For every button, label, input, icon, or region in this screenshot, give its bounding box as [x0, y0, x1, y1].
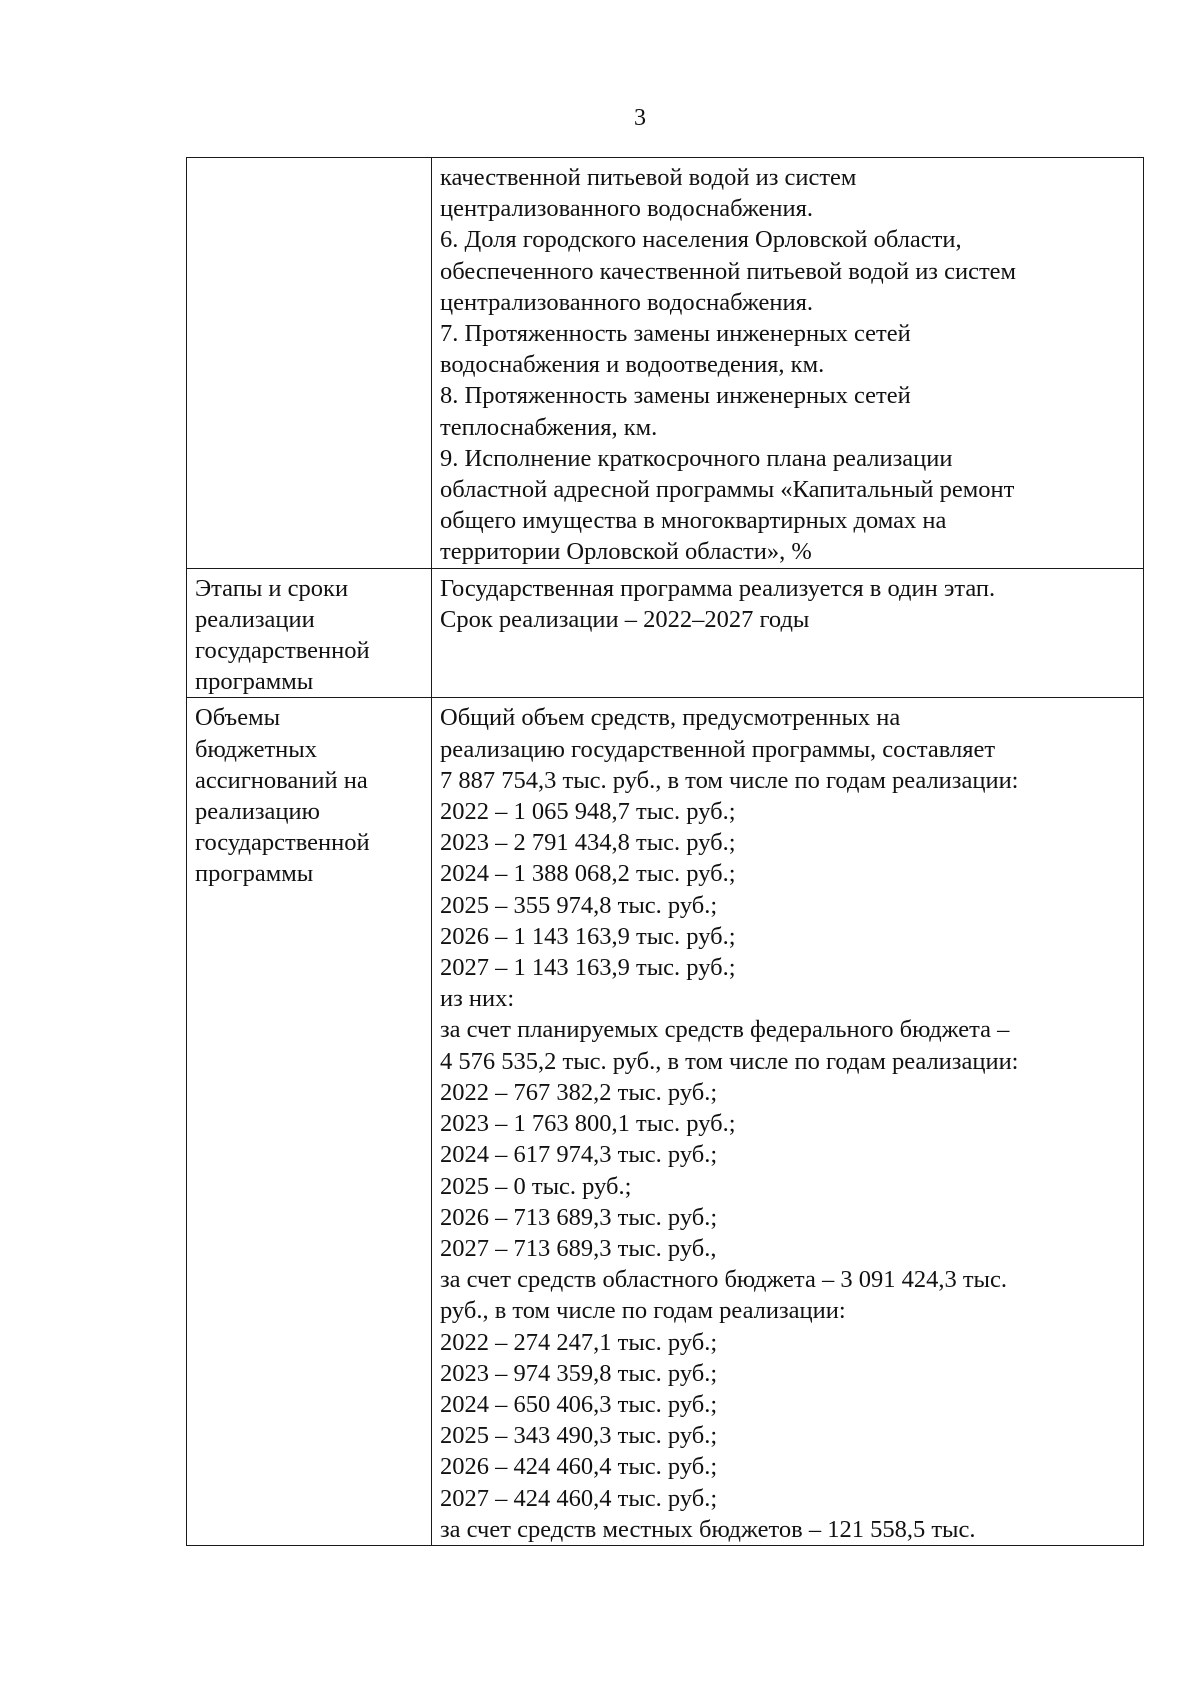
text-line: централизованного водоснабжения.	[440, 288, 814, 316]
text-line: Объемы	[195, 704, 281, 732]
text-line: 2023 – 1 763 800,1 тыс. руб.;	[440, 1110, 736, 1138]
text-line: 2026 – 1 143 163,9 тыс. руб.;	[440, 922, 736, 950]
text-line: руб., в том числе по годам реализации:	[440, 1297, 846, 1325]
text-line: общего имущества в многоквартирных домах на	[440, 507, 947, 535]
text-line: программы	[195, 668, 314, 696]
text-line: 2025 – 343 490,3 тыс. руб.;	[440, 1422, 718, 1450]
page-number: 3	[634, 105, 646, 131]
text-line: за счет планируемых средств федерального бюджета –	[440, 1016, 1010, 1044]
text-line: Общий объем средств, предусмотренных на	[440, 704, 901, 732]
text-line: теплоснабжения, км.	[440, 413, 658, 441]
text-line: 9. Исполнение краткосрочного плана реализации	[440, 444, 953, 472]
text-line: программы	[195, 860, 314, 888]
program-passport-table	[186, 157, 1144, 1546]
text-line: 2027 – 713 689,3 тыс. руб.,	[440, 1234, 717, 1262]
text-line: 2027 – 1 143 163,9 тыс. руб.;	[440, 954, 736, 982]
text-line: 4 576 535,2 тыс. руб., в том числе по годам реализации:	[440, 1047, 1019, 1075]
text-line: 2023 – 2 791 434,8 тыс. руб.;	[440, 829, 736, 857]
budget-content-cell	[432, 698, 1144, 1545]
text-line: 2026 – 713 689,3 тыс. руб.;	[440, 1203, 718, 1231]
text-line: Срок реализации – 2022–2027 годы	[440, 605, 810, 633]
text-line: территории Орловской области», %	[440, 538, 812, 566]
text-line: 2024 – 650 406,3 тыс. руб.;	[440, 1390, 718, 1418]
text-line: областной адресной программы «Капитальный ремонт	[440, 476, 1015, 504]
table-row-stages	[187, 568, 1144, 698]
text-line: 2027 – 424 460,4 тыс. руб.;	[440, 1484, 718, 1512]
text-line: 2022 – 1 065 948,7 тыс. руб.;	[440, 798, 736, 826]
indicators-label-cell	[187, 158, 432, 569]
text-line: 7. Протяженность замены инженерных сетей	[440, 320, 911, 348]
text-line: 2025 – 355 974,8 тыс. руб.;	[440, 891, 718, 919]
text-line: 2024 – 617 974,3 тыс. руб.;	[440, 1141, 718, 1169]
text-line: бюджетных	[195, 735, 317, 763]
text-line: централизованного водоснабжения.	[440, 195, 814, 223]
text-line: 2024 – 1 388 068,2 тыс. руб.;	[440, 860, 736, 888]
stages-label-cell	[187, 568, 432, 698]
indicators-content-cell	[432, 158, 1144, 569]
text-line: реализацию	[195, 798, 320, 826]
table-row-indicators	[187, 158, 1144, 569]
text-line: Этапы и сроки	[195, 574, 349, 602]
text-line: государственной	[195, 829, 370, 857]
text-line: 2022 – 274 247,1 тыс. руб.;	[440, 1328, 718, 1356]
text-line: 2025 – 0 тыс. руб.;	[440, 1172, 632, 1200]
text-line: 7 887 754,3 тыс. руб., в том числе по годам реализации:	[440, 766, 1019, 794]
text-line: 8. Протяженность замены инженерных сетей	[440, 382, 911, 410]
text-line: качественной питьевой водой из систем	[440, 164, 857, 191]
text-line: реализации	[195, 605, 315, 633]
text-line: водоснабжения и водоотведения, км.	[440, 351, 825, 379]
budget-label-cell	[187, 698, 432, 1545]
text-line: 2023 – 974 359,8 тыс. руб.;	[440, 1359, 718, 1387]
text-line: реализацию государственной программы, составляет	[440, 735, 996, 763]
text-line: за счет средств областного бюджета – 3 091 424,3 тыс.	[440, 1266, 1007, 1294]
text-line: ассигнований на	[195, 766, 368, 794]
stages-content-cell	[432, 568, 1144, 698]
text-line: 2022 – 767 382,2 тыс. руб.;	[440, 1078, 718, 1106]
text-line: обеспеченного качественной питьевой водой из систем	[440, 257, 1017, 285]
text-line: государственной	[195, 637, 370, 665]
text-line: из них:	[440, 985, 515, 1013]
text-line: 6. Доля городского населения Орловской области,	[440, 226, 962, 254]
text-line: за счет средств местных бюджетов – 121 558,5 тыс.	[440, 1515, 976, 1543]
text-line: 2026 – 424 460,4 тыс. руб.;	[440, 1453, 718, 1481]
table-row-budget	[187, 698, 1144, 1545]
text-line: Государственная программа реализуется в один этап.	[440, 574, 996, 602]
